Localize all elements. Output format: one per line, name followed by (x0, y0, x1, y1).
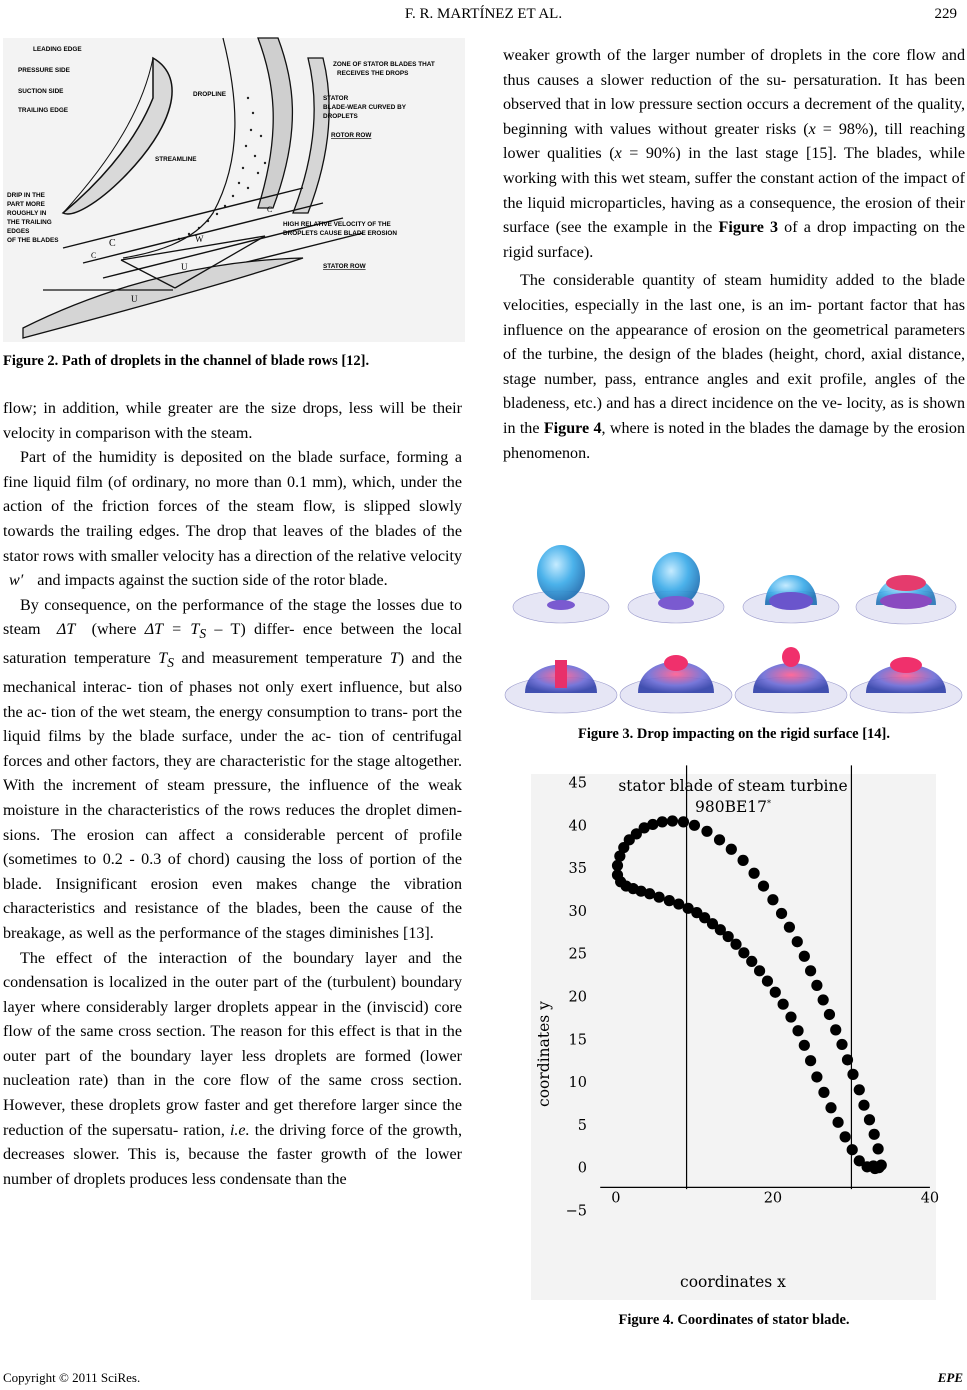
data-point (873, 1143, 884, 1154)
frame-5 (505, 660, 617, 713)
y-tick-label: 35 (568, 861, 587, 878)
data-point (824, 1009, 835, 1020)
left-p3-text-d: and measurement temperature (181, 650, 383, 668)
right-p1-text-c: = 90%) in the last stage [15]. The blades, while working with this wet steam, suffer the constant action of the impact of the liquid microparticles, having as a consequence, the erosion of their surface (see the example in the (503, 145, 966, 237)
data-point (799, 1040, 810, 1051)
frame-1 (513, 545, 609, 623)
label-stator-row: STATOR ROW (323, 263, 366, 270)
diagram-background (3, 38, 465, 342)
right-p1-text-b: = 98%), till reaching lower qualities ( (503, 120, 966, 163)
left-p3-text-b: (where (91, 621, 137, 639)
left-paragraph-3 (3, 594, 462, 947)
label-streamline: STREAMLINE (155, 156, 197, 163)
label-drip-line3: ROUGHLY IN (7, 210, 47, 217)
data-point (657, 816, 668, 827)
data-point (792, 936, 803, 947)
y-axis-label: coordinates y (535, 1001, 553, 1107)
y-tick-label: 0 (577, 1160, 587, 1177)
data-point (767, 894, 778, 905)
y-tick-label: 45 (568, 775, 587, 792)
label-zone-line1: ZONE OF STATOR BLADES THAT (333, 61, 435, 68)
y-tick-label: 20 (568, 989, 587, 1006)
data-point (784, 922, 795, 933)
frame-3 (743, 575, 839, 623)
data-point (678, 816, 689, 827)
quality-symbol-1: x (808, 120, 816, 138)
data-point (869, 1129, 880, 1140)
data-point (805, 1055, 816, 1066)
left-paragraph-4 (3, 947, 462, 1193)
y-tick-label: 25 (568, 946, 587, 963)
y-tick-label: 30 (568, 903, 587, 920)
label-suction-side: SUCTION SIDE (18, 88, 64, 95)
relative-velocity-symbol: w′ (9, 572, 24, 590)
chart-title: stator blade of steam turbine (618, 777, 848, 795)
running-header (0, 4, 967, 26)
data-point (785, 1011, 796, 1022)
page-number: 229 (934, 6, 957, 22)
data-point (792, 1025, 803, 1036)
data-point (754, 965, 765, 976)
data-point (876, 1160, 887, 1171)
label-drip-line6: OF THE BLADES (7, 237, 59, 244)
stator-blade-scatter (531, 774, 940, 1300)
label-u-upper: U (181, 262, 188, 272)
label-drip-line1: DRIP IN THE (7, 192, 45, 199)
label-high-velocity-line2: DROPLETS CAUSE BLADE EROSION (283, 230, 397, 237)
label-high-velocity-line1: HIGH RELATIVE VELOCITY OF THE (283, 221, 391, 228)
data-point (825, 1102, 836, 1113)
label-w: W (195, 234, 204, 244)
chart-subtitle-mark: * (767, 799, 772, 808)
y-tick-label: 40 (568, 818, 587, 835)
data-point (778, 999, 789, 1010)
left-p4-text-b: the driving force of the growth, decreases slower. This is, because the faster growth of the lower number of droplets produces less condensate than the (3, 1121, 462, 1188)
left-column (3, 397, 462, 1192)
data-point (842, 1054, 853, 1065)
left-paragraph-2 (3, 446, 462, 594)
t-symbol: T (389, 650, 399, 668)
label-drip-line5: EDGES (7, 228, 30, 235)
frame-7 (735, 647, 847, 713)
label-drip-line2: PART MORE (7, 201, 45, 208)
data-point (854, 1084, 865, 1095)
x-tick-label: 0 (611, 1190, 621, 1207)
ie-abbreviation: i.e. (229, 1121, 250, 1139)
data-point (726, 844, 737, 855)
figure-3-image (503, 545, 963, 721)
data-point (818, 994, 829, 1005)
left-p2-text-b: and impacts against the suction side of the rotor blade. (37, 572, 388, 590)
figure-2-diagram (3, 38, 465, 342)
left-p4-text-a: The effect of the interaction of the boundary layer and the condensation is localized in the outer part of the (turbulent) boundary layer where considerably larger droplets appear in the (inviscid) core flow of the same cross section. The reason for this effect is that in the outer part of the boundary layer less droplets are formed (lower nucleation rate) than in the core flow of the same cross section. However, these droplets grow faster and get therefore larger since the reduction of the supersatu- ration, (3, 949, 462, 1139)
label-stator-line3: DROPLETS (323, 113, 358, 120)
left-p3-text-c: – T) differ- ence between the local saturation temperature (3, 621, 462, 668)
data-point (818, 1087, 829, 1098)
quality-symbol-2: x (614, 145, 622, 163)
frame-4 (856, 575, 956, 624)
label-rotor-row: ROTOR ROW (331, 132, 372, 139)
frame-8 (850, 657, 962, 713)
label-leading-edge: LEADING EDGE (33, 46, 82, 53)
y-tick-label: 15 (568, 1032, 587, 1049)
data-point (746, 956, 757, 967)
ts-subscript: S (167, 655, 174, 671)
label-stator-line1: STATOR (323, 95, 349, 102)
data-point (770, 987, 781, 998)
figure-4-chart (531, 774, 940, 1300)
data-point (776, 908, 787, 919)
x-axis-label: coordinates x (680, 1273, 786, 1291)
data-point (748, 868, 759, 879)
data-point (737, 855, 748, 866)
data-point (811, 980, 822, 991)
label-c-upper: C (109, 238, 116, 249)
data-point (730, 939, 741, 950)
frame-6 (620, 655, 732, 713)
right-p2-text-b: , where is noted in the blades the damage by the erosion phenomenon. (503, 419, 966, 462)
y-tick-label: 10 (568, 1075, 587, 1092)
label-zone-line2: RECEIVES THE DROPS (337, 70, 409, 77)
y-tick-label: 5 (577, 1117, 587, 1134)
label-pressure-side: PRESSURE SIDE (18, 67, 70, 74)
data-point (654, 892, 665, 903)
left-paragraph-1: flow; in addition, while greater are the size drops, less will be their velocity in comparison with the steam. (3, 400, 462, 442)
right-p2-text-a: The considerable quantity of steam humidity added to the blade velocities, especially in the last one, is an im- portant factor that has influence on the appearance of erosion on the geometrical parameters of the turbine, the design of the blades (height, chord, axial distance, stage number, pass, entrance angles and exit profile, angles of the bladeness, etc.) and has a direct incidence on the ve- locity, as is shown in the (503, 272, 965, 437)
data-point (689, 820, 700, 831)
right-p1-text-a: weaker growth of the larger number of droplets in the core flow and thus causes a slower reduction of the su- persaturation. It has been observed that in low pressure section occurs a decrement of the quality, beginning with values without greater risks ( (503, 47, 965, 138)
figure-2-caption: Figure 2. Path of droplets in the channel of blade rows [12]. (3, 353, 370, 369)
left-p3-text-e: ) and the mechanical interac- tion of phases not only exert influence, but also the ac- tion of the wet steam, the energy consumption to trans- port the liquid films by the blade surface, under the ac- tion of centrifugal forces and other factors, they are characteristic for the stage altogether. With the increment of steam pressure, the influence of the weak moisture in the characteristics of the rows reduces the droplet dimen- sions. The erosion can affect a considerable percent of profile (sometimes to 0.2 - 0.3 of chord) causing the loss of portion of the blade. Insignificant erosion even makes change the vibration characteristics and resistance of the blades, been the cause of the breakage, as well as the performance of the stages diminishes [13]. (3, 650, 462, 942)
ts-symbol: T (158, 650, 168, 668)
data-point (840, 1131, 851, 1142)
data-point (858, 1100, 869, 1111)
data-point (830, 1024, 841, 1035)
data-point (614, 851, 625, 862)
data-point (758, 880, 769, 891)
data-point (738, 947, 749, 958)
right-column (503, 44, 965, 466)
equation-subscript: S (199, 626, 207, 642)
data-point (667, 815, 678, 826)
data-point (811, 1071, 822, 1082)
figure-4-reference: Figure 4 (543, 419, 602, 437)
delta-t-equation: ΔT = T (144, 621, 200, 639)
chart-subtitle-text: 980BE17 (694, 798, 768, 816)
data-point (805, 965, 816, 976)
figure-3-reference: Figure 3 (718, 219, 779, 237)
frame-2 (628, 552, 724, 623)
figure-3-caption: Figure 3. Drop impacting on the rigid surface [14]. (578, 726, 890, 742)
header-title: F. R. MARTÍNEZ ET AL. (404, 6, 563, 22)
left-p2-text-a: Part of the humidity is deposited on the blade surface, forming a fine liquid film (of ordinary, no more than 0.1 mm), which, under the action of the friction forces of the steam flow, is slipped slowly towards the trailing edges. The drop that leaves of the blades of the stator rows with smaller velocity has a direction of the relative velocity (3, 449, 462, 565)
label-c-lower: C (91, 251, 97, 260)
left-p3-text-a: By consequence, on the performance of the stage the losses due to steam (3, 596, 462, 639)
label-u-lower: U (131, 294, 138, 304)
drop-impact-frames (503, 545, 963, 721)
right-paragraph-2 (503, 269, 965, 466)
label-c-right: C (267, 205, 273, 214)
label-trailing-edge: TRAILING EDGE (18, 107, 69, 114)
right-paragraph-1 (503, 44, 965, 265)
right-p1-text-d: of a drop impacting on the rigid surface). (503, 219, 966, 261)
label-dropline: DROPLINE (193, 91, 227, 98)
x-tick-label: 40 (920, 1190, 940, 1207)
data-point (762, 975, 773, 986)
x-tick-label: 20 (763, 1190, 783, 1207)
data-point (862, 1161, 873, 1172)
data-point (847, 1144, 858, 1155)
label-stator-line2: BLADE-WEAR CURVED BY (323, 104, 406, 111)
chart-subtitle (695, 798, 771, 816)
data-point (864, 1114, 875, 1125)
data-point (836, 1039, 847, 1050)
figure-4-caption: Figure 4. Coordinates of stator blade. (618, 1312, 850, 1328)
data-point (847, 1069, 858, 1080)
data-point (832, 1117, 843, 1128)
delta-t-symbol: ΔT (56, 621, 76, 639)
data-point (799, 951, 810, 962)
droplet-path-drawing (3, 38, 465, 342)
label-drip-line4: THE TRAILING (7, 219, 52, 226)
y-tick-label: −5 (565, 1203, 587, 1220)
data-point (701, 826, 712, 837)
footer-copyright: Copyright © 2011 SciRes. (3, 1370, 141, 1385)
footer-journal: EPE (937, 1370, 963, 1385)
data-point (714, 834, 725, 845)
